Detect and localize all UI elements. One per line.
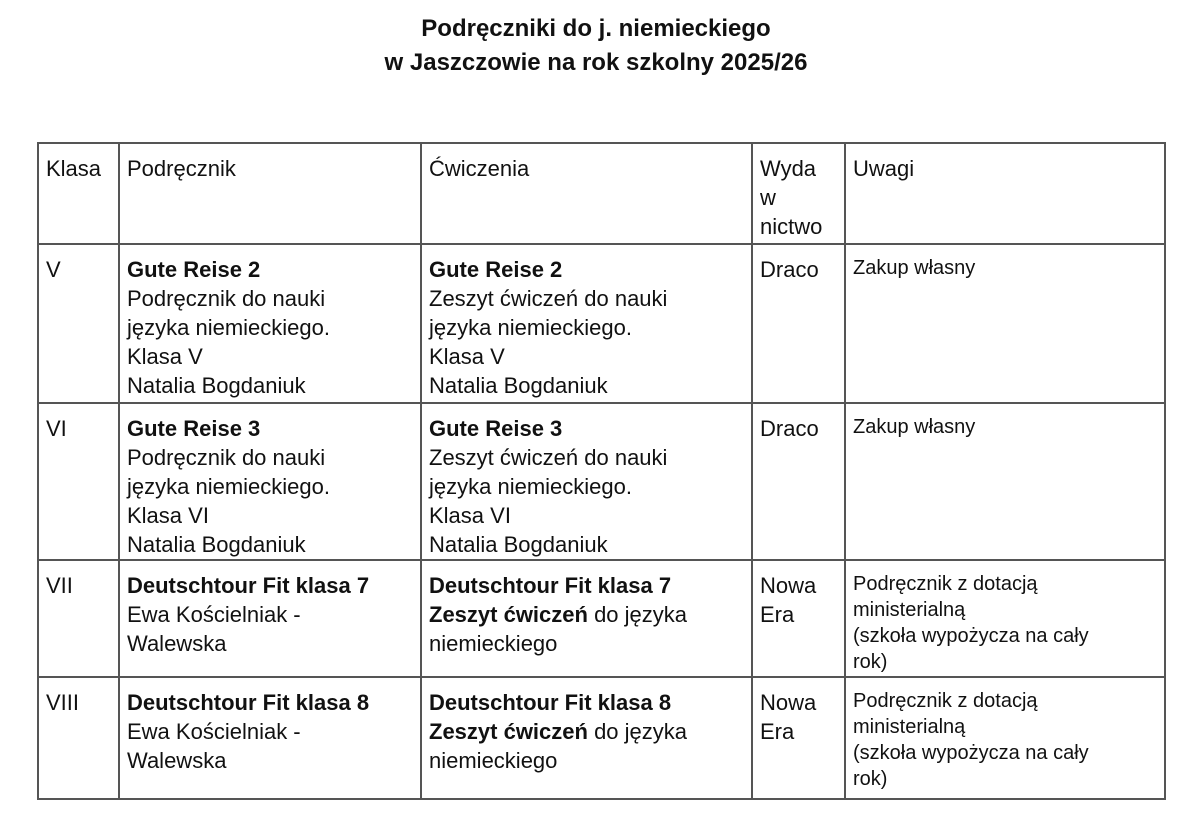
workbook-line: Klasa V — [429, 344, 505, 369]
cell-uwagi — [845, 560, 1165, 677]
table-row — [38, 403, 1165, 560]
cell-cwiczenia — [421, 403, 752, 560]
textbook-line: Podręcznik do nauki — [127, 286, 326, 311]
workbook-title: Deutschtour Fit klasa 8 — [429, 690, 672, 715]
note-line: (szkoła wypożycza na cały — [853, 625, 1089, 647]
cell-wydawnictwo — [752, 677, 845, 799]
cell-klasa: VII — [38, 560, 119, 677]
cell-wydawnictwo — [752, 403, 845, 560]
publisher-line: Draco — [760, 257, 819, 282]
publisher-line: Nowa — [760, 690, 817, 715]
workbook-line-rest: do języka — [587, 719, 688, 744]
cell-podrecznik — [119, 560, 421, 677]
textbook-line: języka niemieckiego. — [127, 315, 330, 340]
textbook-author: Natalia Bogdaniuk — [127, 373, 306, 398]
textbook-author: Natalia Bogdaniuk — [127, 532, 306, 557]
note-line: Zakup własny — [853, 416, 976, 438]
workbook-line: Zeszyt ćwiczeń do nauki — [429, 445, 668, 470]
note-line: Podręcznik z dotacją — [853, 690, 1038, 712]
textbook-line: Klasa V — [127, 344, 203, 369]
textbook-line: Klasa VI — [127, 503, 209, 528]
textbook-title: Deutschtour Fit klasa 8 — [127, 690, 370, 715]
textbook-title: Gute Reise 3 — [127, 416, 261, 441]
note-line: Podręcznik z dotacją — [853, 573, 1038, 595]
cell-wydawnictwo — [752, 560, 845, 677]
workbook-emphasis: Zeszyt ćwiczeń — [429, 719, 588, 744]
header-cwiczenia: Ćwiczenia — [421, 143, 752, 244]
workbook-author: Natalia Bogdaniuk — [429, 532, 608, 557]
textbook-author: Walewska — [127, 748, 227, 773]
note-line: ministerialną — [853, 599, 966, 621]
workbook-title: Deutschtour Fit klasa 7 — [429, 573, 672, 598]
cell-uwagi — [845, 244, 1165, 403]
header-wydawnictwo-line-1: Wyda — [760, 156, 817, 181]
cell-uwagi — [845, 677, 1165, 799]
note-line: (szkoła wypożycza na cały — [853, 742, 1089, 764]
workbook-emphasis: Zeszyt ćwiczeń — [429, 602, 588, 627]
note-line: ministerialną — [853, 716, 966, 738]
workbook-line: Zeszyt ćwiczeń do nauki — [429, 286, 668, 311]
cell-wydawnictwo — [752, 244, 845, 403]
publisher-line: Draco — [760, 416, 819, 441]
cell-podrecznik — [119, 677, 421, 799]
header-klasa: Klasa — [38, 143, 119, 244]
cell-cwiczenia — [421, 560, 752, 677]
textbook-author: Walewska — [127, 631, 227, 656]
cell-podrecznik — [119, 244, 421, 403]
document-title — [0, 12, 1192, 80]
header-wydawnictwo-line-3: nictwo — [760, 214, 823, 239]
note-line: rok) — [853, 651, 888, 673]
textbook-title: Deutschtour Fit klasa 7 — [127, 573, 370, 598]
header-wydawnictwo — [752, 143, 845, 244]
cell-cwiczenia — [421, 244, 752, 403]
cell-klasa: VI — [38, 403, 119, 560]
cell-klasa: VIII — [38, 677, 119, 799]
workbook-title: Gute Reise 3 — [429, 416, 563, 441]
title-line-1: Podręczniki do j. niemieckiego — [421, 15, 771, 42]
header-wydawnictwo-line-2: w — [760, 185, 776, 210]
header-podrecznik: Podręcznik — [119, 143, 421, 244]
workbook-title: Gute Reise 2 — [429, 257, 563, 282]
workbook-author: Natalia Bogdaniuk — [429, 373, 608, 398]
publisher-line: Era — [760, 719, 795, 744]
textbook-line: języka niemieckiego. — [127, 474, 330, 499]
textbook-author: Ewa Kościelniak - — [127, 602, 301, 627]
cell-cwiczenia — [421, 677, 752, 799]
header-uwagi: Uwagi — [845, 143, 1165, 244]
cell-klasa: V — [38, 244, 119, 403]
workbook-line: niemieckiego — [429, 631, 558, 656]
textbook-line: Podręcznik do nauki — [127, 445, 326, 470]
workbook-line-rest: do języka — [587, 602, 688, 627]
textbook-author: Ewa Kościelniak - — [127, 719, 301, 744]
workbook-line: niemieckiego — [429, 748, 558, 773]
table-row — [38, 560, 1165, 677]
textbook-table — [37, 142, 1166, 800]
publisher-line: Era — [760, 602, 795, 627]
table-row — [38, 677, 1165, 799]
cell-podrecznik — [119, 403, 421, 560]
workbook-line: Klasa VI — [429, 503, 511, 528]
textbook-title: Gute Reise 2 — [127, 257, 261, 282]
workbook-line: języka niemieckiego. — [429, 474, 632, 499]
publisher-line: Nowa — [760, 573, 817, 598]
note-line: rok) — [853, 768, 888, 790]
table-header-row — [38, 143, 1165, 244]
table-row — [38, 244, 1165, 403]
workbook-line — [429, 600, 745, 629]
title-line-2: w Jaszczowie na rok szkolny 2025/26 — [384, 49, 808, 76]
workbook-line: języka niemieckiego. — [429, 315, 632, 340]
workbook-line — [429, 717, 745, 746]
note-line: Zakup własny — [853, 257, 976, 279]
cell-uwagi — [845, 403, 1165, 560]
